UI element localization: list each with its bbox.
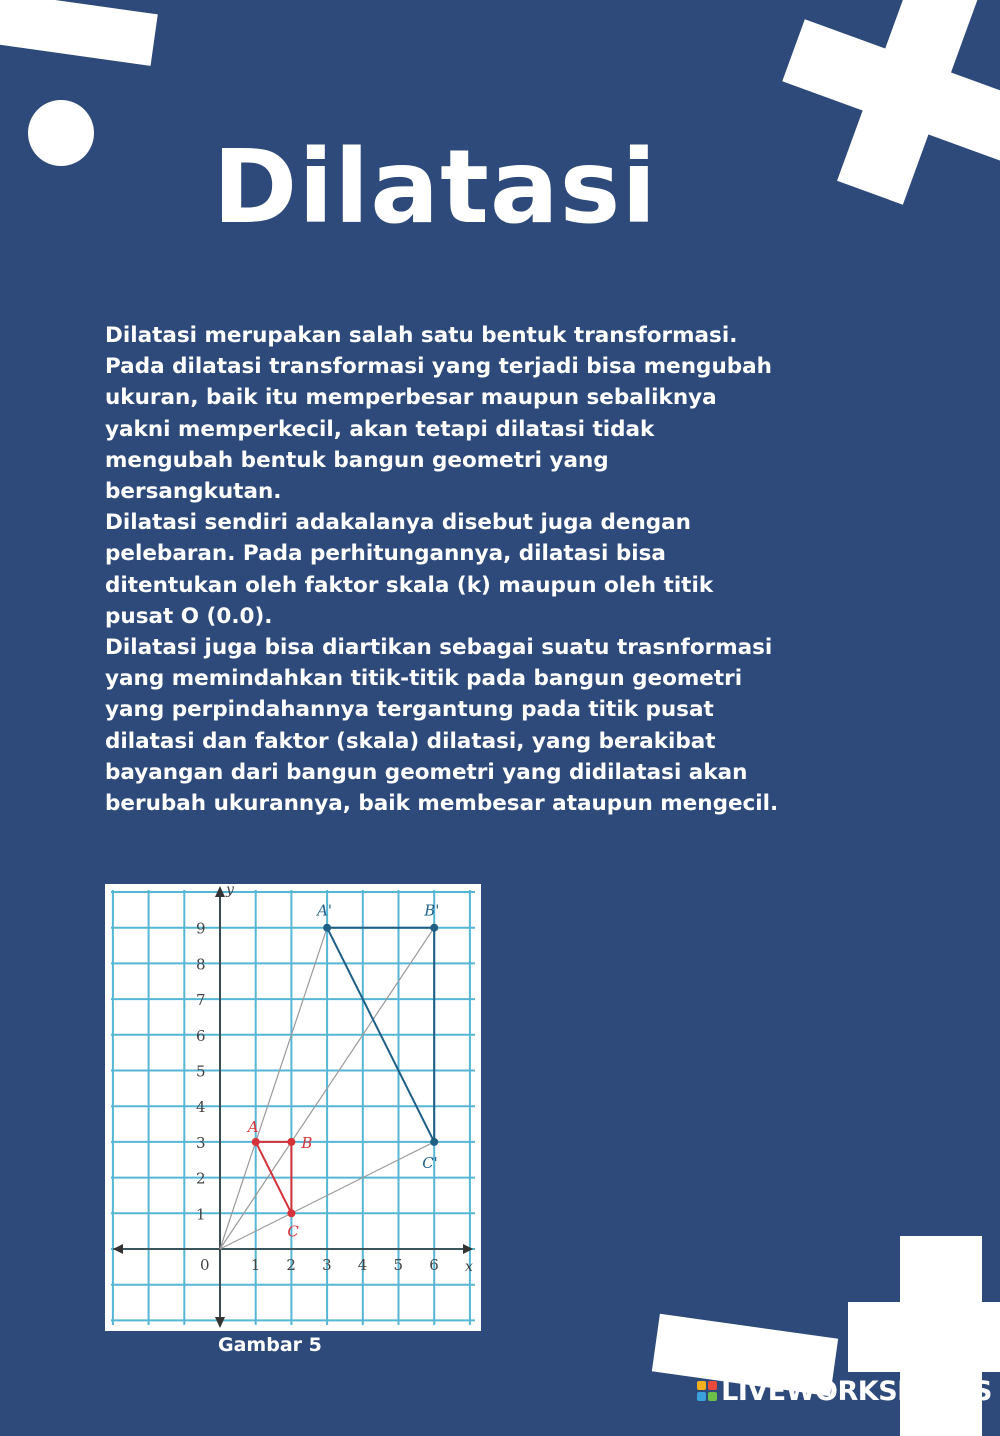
point-label: B — [301, 1133, 313, 1152]
y-tick-label: 8 — [196, 955, 206, 974]
point-image — [430, 1138, 438, 1146]
x-tick-label: 3 — [322, 1256, 332, 1274]
x-tick-label: 4 — [357, 1256, 368, 1274]
y-tick-label: 1 — [196, 1205, 206, 1224]
watermark-text: LIVEWORKSHEETS — [721, 1375, 992, 1407]
body-text — [105, 320, 785, 819]
dilation-graph-svg — [105, 884, 481, 1331]
y-tick-label: 5 — [196, 1062, 206, 1081]
y-tick-label: 9 — [196, 919, 206, 938]
paragraph-1: Dilatasi merupakan salah satu bentuk transformasi. Pada dilatasi transformasi yang terjadi bisa mengubah ukuran, baik itu memperbesar maupun sebaliknya yakni memperkecil, akan tetapi dilatasi tidak mengubah bentuk bangun geometri yang bersangkutan. — [105, 323, 772, 505]
x-axis-left-arrow — [113, 1244, 123, 1254]
plus-sign-bottom-horizontal-shape — [848, 1302, 1000, 1372]
point-label: C' — [422, 1153, 438, 1172]
x-axis-label: x — [465, 1259, 473, 1275]
paragraph-2: Dilatasi sendiri adakalanya disebut juga dengan pelebaran. Pada perhitungannya, dilatasi bisa ditentukan oleh faktor skala (k) maupun oleh titik pusat O (0.0). — [105, 510, 714, 629]
point-label: C — [287, 1222, 299, 1241]
point-image — [430, 924, 438, 932]
figure-caption: Gambar 5 — [218, 1334, 322, 1356]
dilation-ray — [220, 928, 327, 1249]
y-tick-label: 6 — [196, 1026, 206, 1045]
y-tick-label: 2 — [196, 1169, 206, 1188]
origin-label: 0 — [200, 1256, 210, 1274]
x-axis-right-arrow — [463, 1244, 473, 1254]
divide-bar-shape — [0, 0, 158, 66]
y-tick-label: 3 — [196, 1133, 206, 1152]
watermark — [697, 1374, 992, 1408]
x-tick-label: 1 — [250, 1256, 261, 1274]
dilation-graph — [105, 884, 481, 1331]
x-tick-label: 5 — [393, 1256, 404, 1274]
point-c — [287, 1209, 295, 1217]
y-axis-label: y — [226, 884, 234, 898]
y-axis-bottom-arrow — [215, 1317, 225, 1328]
point-label: A — [247, 1117, 259, 1136]
y-tick-label: 7 — [196, 991, 206, 1010]
page-title: Dilatasi — [212, 128, 658, 247]
x-tick-label: 6 — [429, 1256, 439, 1274]
point-label: A' — [317, 901, 333, 920]
liveworksheets-logo-icon — [697, 1381, 717, 1401]
paragraph-3: Dilatasi juga bisa diartikan sebagai suatu trasnformasi yang memindahkan titik-titik pada bangun geometri yang perpindahannya tergantung pada titik pusat dilatasi dan faktor (skala) dilatasi, yang berakibat bayangan dari bangun geometri yang didilatasi akan berubah ukurannya, baik membesar ataupun mengecil. — [105, 635, 779, 817]
point-image — [323, 924, 331, 932]
point-a — [252, 1138, 260, 1146]
point-label: B' — [424, 901, 440, 920]
point-b — [287, 1138, 295, 1146]
x-tick-label: 2 — [286, 1256, 296, 1274]
y-tick-label: 4 — [196, 1098, 206, 1117]
